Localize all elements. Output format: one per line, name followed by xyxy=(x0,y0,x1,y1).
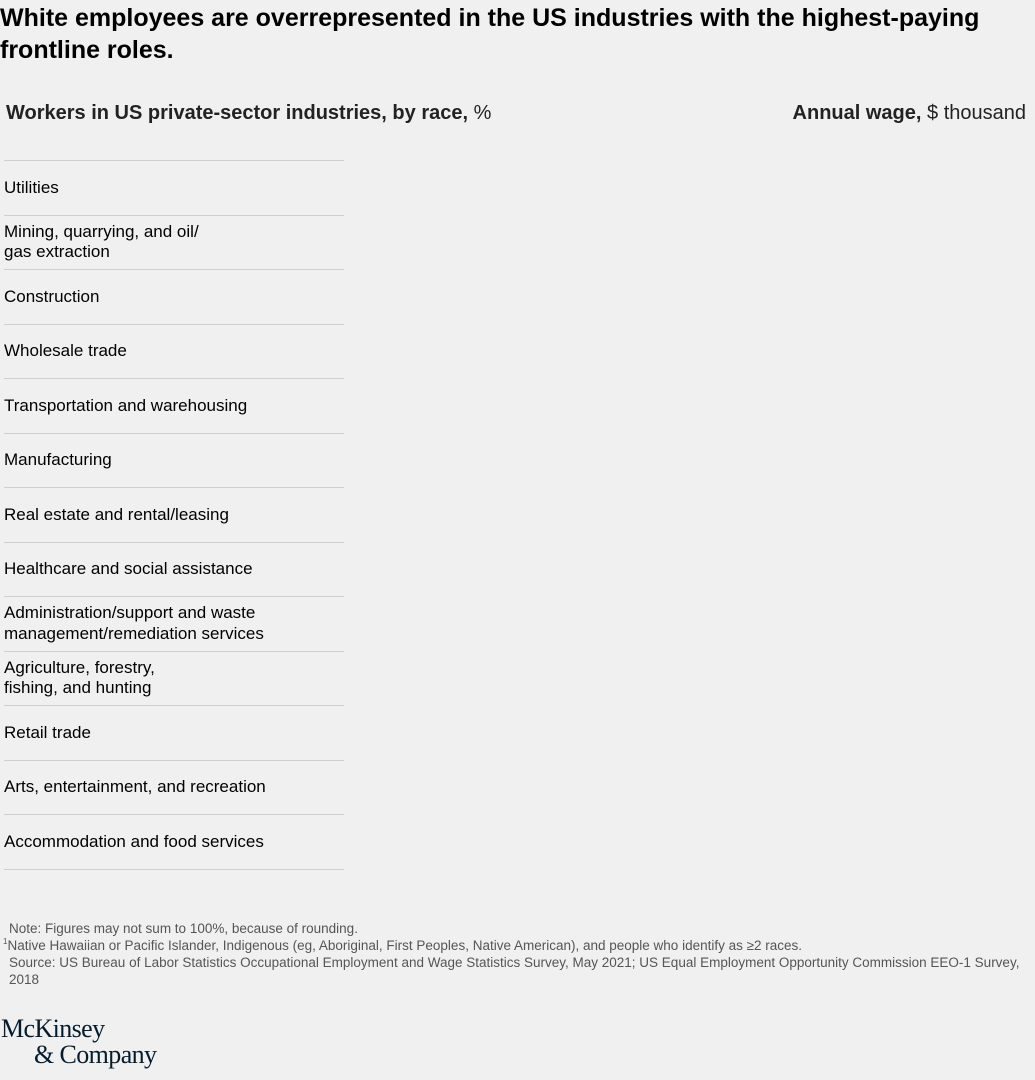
industry-label-line: gas extraction xyxy=(4,242,110,262)
industry-label xyxy=(4,777,266,798)
note-text: Note: Figures may not sum to 100%, because of rounding. xyxy=(9,921,358,936)
industry-row xyxy=(4,706,344,761)
industry-list xyxy=(4,160,344,870)
source-text: Source: US Bureau of Labor Statistics Occupational Employment and Wage Statistics Survey, May 2021; US Equal Employment Opportunity Commission EEO-1 Survey, 2018 xyxy=(9,955,1020,987)
industry-label-line: Mining, quarrying, and oil/ xyxy=(4,221,199,241)
industry-label xyxy=(4,341,127,362)
left-column-header xyxy=(6,100,491,126)
right-header-label: Annual wage, xyxy=(792,102,922,124)
industry-label-line: Accommodation and food services xyxy=(4,831,264,851)
industry-label-line: Transportation and warehousing xyxy=(4,395,248,415)
industry-label-line: Agriculture, forestry, xyxy=(4,657,155,677)
mckinsey-logo xyxy=(1,1016,156,1068)
footnote xyxy=(0,937,1030,954)
industry-label xyxy=(4,287,99,308)
industry-label-line: Healthcare and social assistance xyxy=(4,559,253,578)
industry-row xyxy=(4,216,344,271)
left-header-unit: % xyxy=(473,102,492,124)
industry-row xyxy=(4,815,344,870)
industry-label xyxy=(4,832,264,853)
industry-row xyxy=(4,488,344,543)
industry-row xyxy=(4,761,344,816)
industry-label xyxy=(4,559,253,580)
industry-label xyxy=(4,396,247,417)
industry-label-line: management/remediation services xyxy=(4,623,264,643)
industry-row xyxy=(4,543,344,598)
industry-label xyxy=(4,658,155,699)
industry-label-line: Retail trade xyxy=(4,722,91,742)
industry-row xyxy=(4,325,344,380)
industry-label-line: Real estate and rental/leasing xyxy=(4,504,229,524)
industry-label-line: fishing, and hunting xyxy=(4,678,152,698)
industry-row xyxy=(4,379,344,434)
industry-label xyxy=(4,450,112,471)
footnotes xyxy=(0,920,1030,988)
industry-label-line: Construction xyxy=(4,286,100,306)
industry-row xyxy=(4,161,344,216)
right-column-header xyxy=(793,100,1026,126)
industry-label-line: Utilities xyxy=(4,177,59,197)
industry-row xyxy=(4,597,344,652)
chart-title: White employees are overrepresented in the US industries with the highest-paying frontline roles. xyxy=(0,4,980,64)
industry-label xyxy=(4,723,91,744)
industry-label-line: Administration/support and waste xyxy=(4,603,256,623)
industry-row xyxy=(4,270,344,325)
industry-label xyxy=(4,222,199,263)
logo-line-2: & Company xyxy=(34,1040,157,1069)
left-header-label: Workers in US private-sector industries, by race, xyxy=(6,102,469,124)
industry-label xyxy=(4,505,229,526)
industry-label-line: Arts, entertainment, and recreation xyxy=(4,777,266,796)
industry-row xyxy=(4,434,344,489)
industry-row xyxy=(4,652,344,707)
footnote-marker: 1 xyxy=(3,937,8,946)
industry-label xyxy=(4,178,59,199)
industry-label-line: Manufacturing xyxy=(4,450,112,469)
industry-label xyxy=(4,603,264,644)
footnote-text: Native Hawaiian or Pacific Islander, Indigenous (eg, Aboriginal, First Peoples, Native American), and people who identify as ≥2 races. xyxy=(7,938,803,953)
right-header-unit: $ thousand xyxy=(927,102,1026,124)
industry-label-line: Wholesale trade xyxy=(4,341,127,360)
logo-line-1: McKinsey xyxy=(1,1014,105,1043)
